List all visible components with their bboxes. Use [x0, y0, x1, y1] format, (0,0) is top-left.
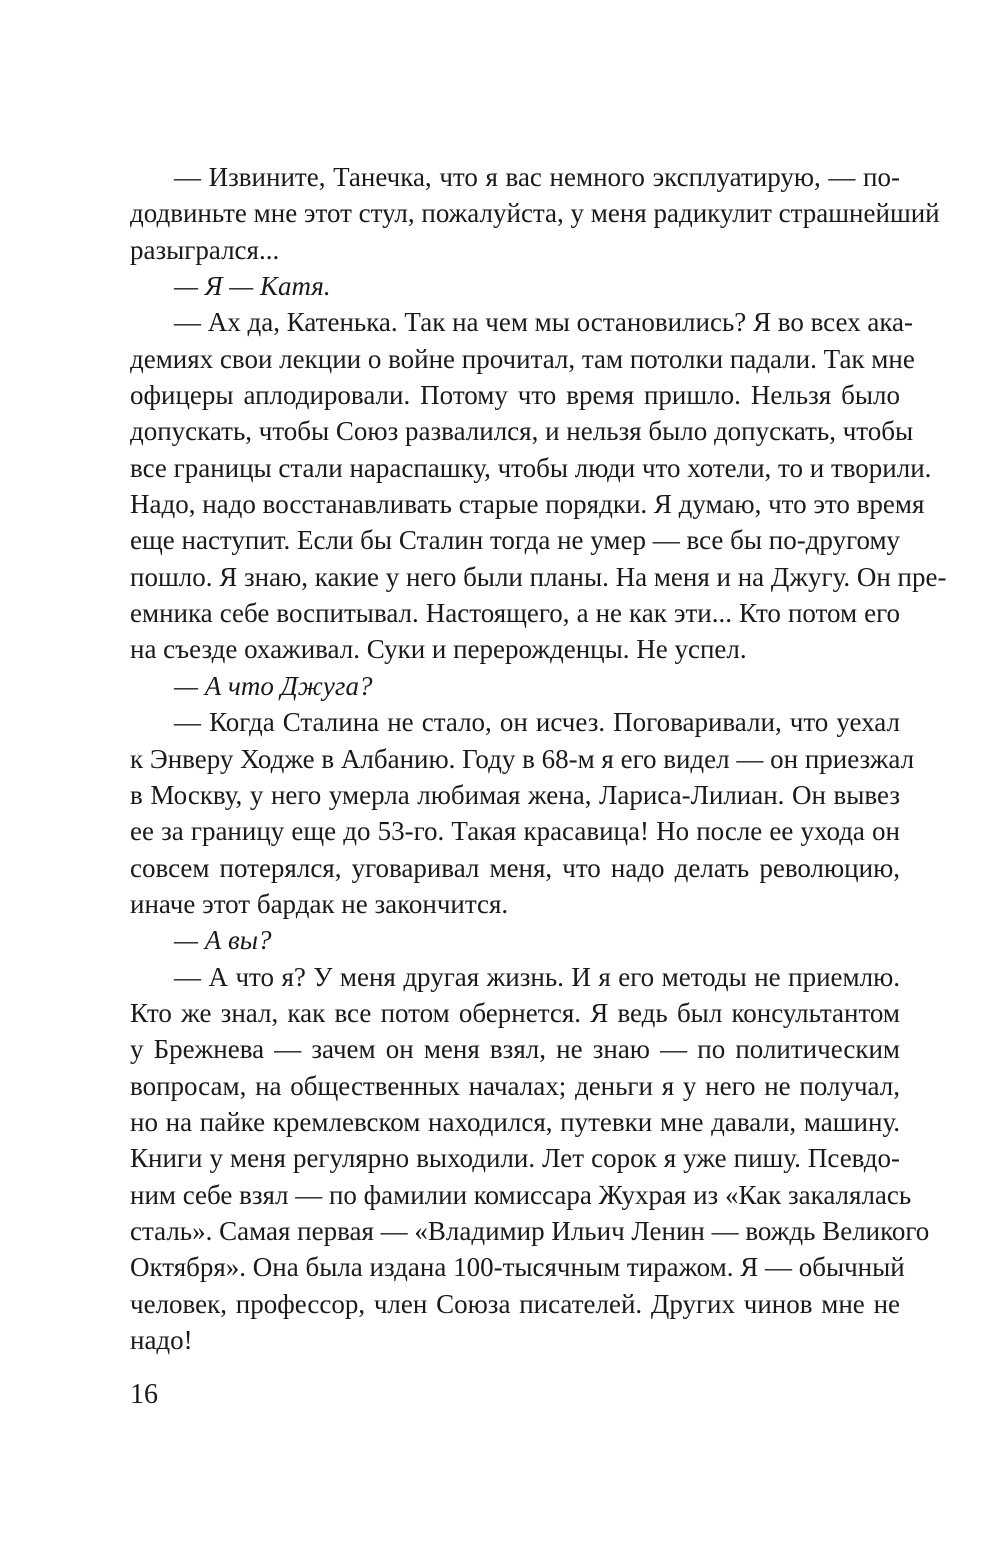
text-line: — Когда Сталина не стало, он исчез. Поговаривали, что уехал	[174, 707, 900, 738]
text-line: Надо, надо восстанавливать старые порядки. Я думаю, что это время	[130, 489, 925, 520]
text-line: Октября». Она была издана 100-тысячным тиражом. Я — обычный	[130, 1252, 905, 1283]
text-line: человек, профессор, член Союза писателей. Других чинов мне не	[130, 1288, 900, 1319]
text-line: надо!	[130, 1325, 193, 1355]
text-line: — Извините, Танечка, что я вас немного эксплуатирую, — по-	[174, 162, 900, 192]
text-line: иначе этот бардак не закончится.	[130, 888, 509, 919]
text-line: — Ах да, Катенька. Так на чем мы остановились? Я во всех ака-	[174, 307, 914, 338]
text-line: допускать, чтобы Союз развалился, и нельзя было допускать, чтобы	[130, 416, 914, 447]
text-line: — А что Джуга?	[174, 670, 373, 701]
text-line: емника себе воспитывал. Настоящего, а не как эти... Кто потом его	[130, 598, 900, 629]
text-line: на съезде охаживал. Суки и перерожденцы. Не успел.	[130, 634, 747, 665]
text-line: — А вы?	[174, 925, 272, 956]
text-line: разыгрался...	[130, 234, 280, 265]
text-line: ее за границу еще до 53-го. Такая красавица! Но после ее ухода он	[130, 816, 900, 847]
text-line: демиях свои лекции о войне прочитал, там потолки падали. Так мне	[130, 343, 915, 374]
page-body-text	[130, 159, 947, 1358]
text-line: еще наступит. Если бы Сталин тогда не умер — все бы по-другому	[130, 525, 901, 556]
text-line: — А что я? У меня другая жизнь. И я его методы не приемлю.	[174, 961, 900, 992]
text-line: но на пайке кремлевском находился, путевки мне давали, машину.	[130, 1106, 900, 1137]
text-line: офицеры аплодировали. Потому что время пришло. Нельзя было	[130, 380, 900, 411]
text-line: сталь». Самая первая — «Владимир Ильич Ленин — вождь Великого	[130, 1215, 930, 1246]
text-line: у Брежнева — зачем он меня взял, не знаю — по политическим	[130, 1034, 900, 1065]
page-number: 16	[130, 1379, 158, 1410]
text-line: совсем потерялся, уговаривал меня, что надо делать революцию,	[130, 852, 900, 883]
text-line: к Энверу Ходже в Албанию. Году в 68-м я его видел — он приезжал	[130, 743, 915, 774]
text-line: додвиньте мне этот стул, пожалуйста, у меня радикулит страшнейший	[130, 198, 940, 229]
text-line: пошло. Я знаю, какие у него были планы. На меня и на Джугу. Он пре-	[130, 561, 947, 592]
text-line: вопросам, на общественных началах; деньги я у него не получал,	[130, 1070, 900, 1101]
text-line: ним себе взял — по фамилии комиссара Жухрая из «Как закалялась	[130, 1179, 912, 1210]
text-line: Книги у меня регулярно выходили. Лет сорок я уже пишу. Псевдо-	[130, 1143, 900, 1174]
text-line: в Москву, у него умерла любимая жена, Лариса-Лилиан. Он вывез	[130, 779, 900, 810]
text-line: все границы стали нараспашку, чтобы люди что хотели, то и творили.	[130, 452, 932, 483]
text-line: Кто же знал, как все потом обернется. Я ведь был консультантом	[130, 997, 900, 1028]
text-line: — Я — Катя.	[174, 271, 331, 302]
